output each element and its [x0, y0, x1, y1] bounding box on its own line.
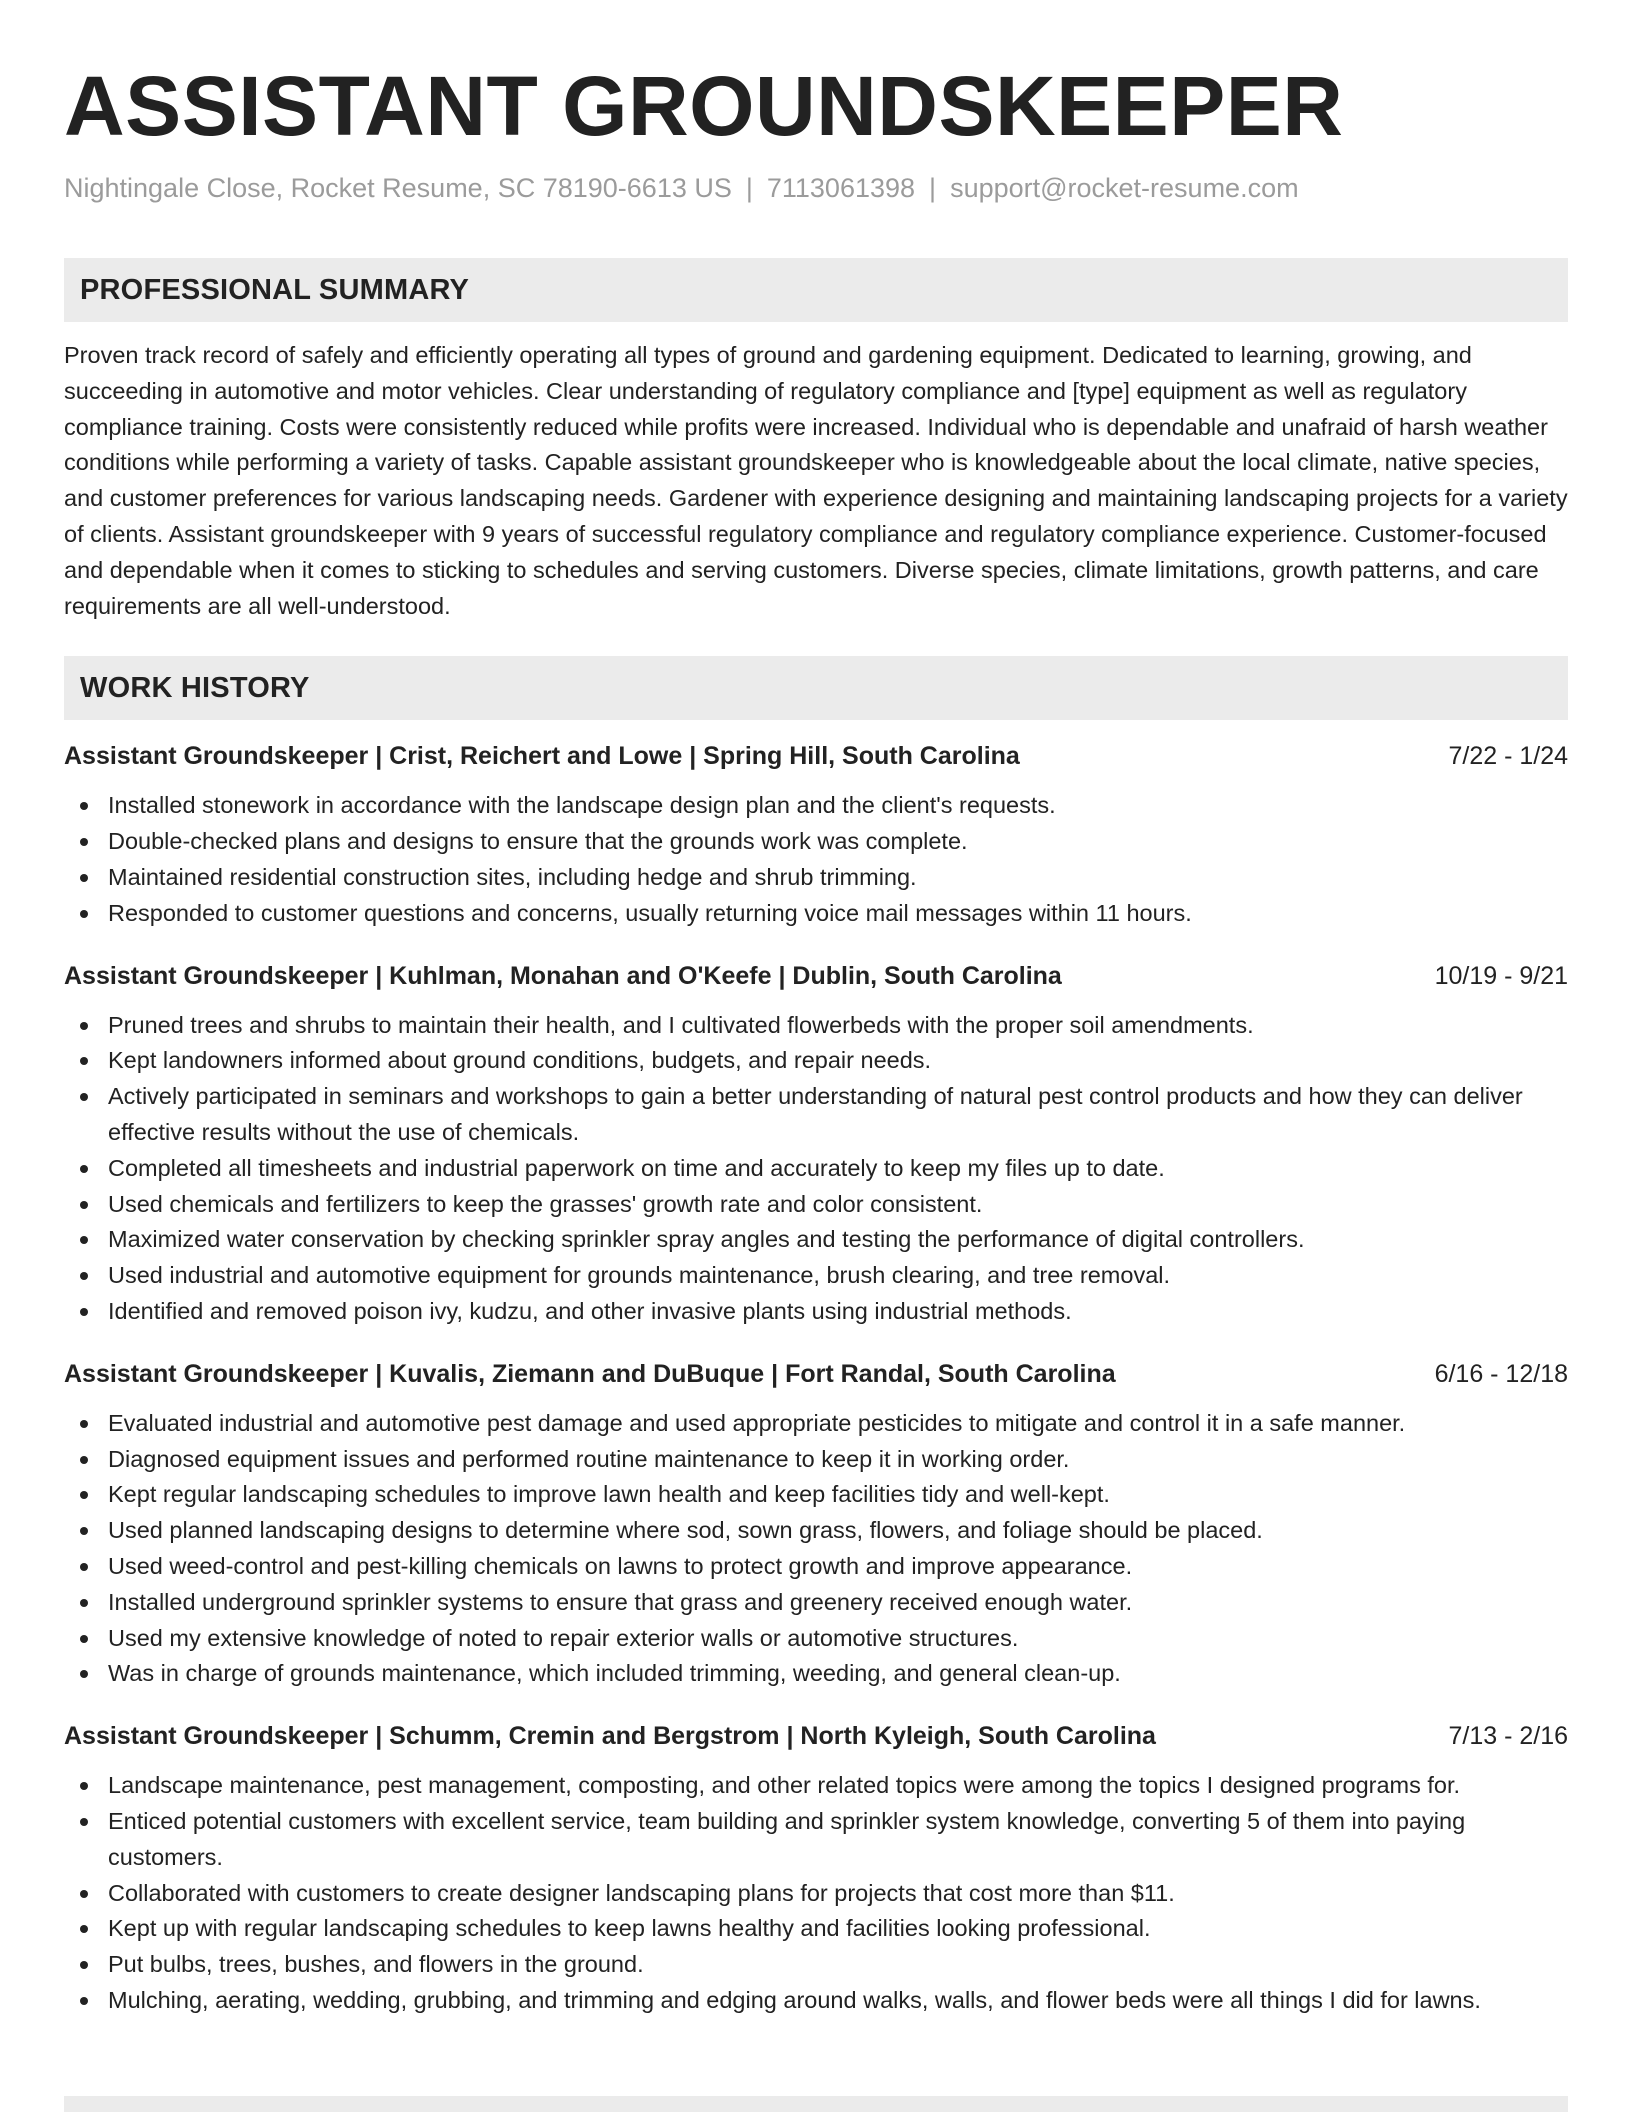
- resume-title: ASSISTANT GROUNDSKEEPER: [64, 59, 1344, 153]
- job-bullet: Installed underground sprinkler systems to ensure that grass and greenery received enough water.: [64, 1585, 1568, 1621]
- contact-separator: |: [745, 173, 753, 203]
- job-bullet: Used my extensive knowledge of noted to repair exterior walls or automotive structures.: [64, 1621, 1568, 1657]
- job-dates: 7/22 - 1/24: [1448, 742, 1568, 771]
- job-heading: Assistant Groundskeeper | Schumm, Cremin and Bergstrom | North Kyleigh, South Carolina: [64, 1722, 1156, 1751]
- work-heading: WORK HISTORY: [80, 671, 310, 704]
- work-section-header: [64, 656, 1568, 720]
- job-bullet: Used weed-control and pest-killing chemicals on lawns to protect growth and improve appearance.: [64, 1549, 1568, 1585]
- job-entry: [64, 958, 1568, 1330]
- job-heading: Assistant Groundskeeper | Crist, Reichert and Lowe | Spring Hill, South Carolina: [64, 742, 1020, 771]
- job-bullet: Actively participated in seminars and workshops to gain a better understanding of natural pest control products and how they can deliver effective results without the use of chemicals.: [64, 1079, 1568, 1151]
- job-header: [64, 1718, 1568, 1754]
- contact-address: Nightingale Close, Rocket Resume, SC 78190-6613 US: [64, 173, 732, 203]
- job-entry: [64, 738, 1568, 931]
- job-dates: 6/16 - 12/18: [1434, 1359, 1568, 1388]
- job-bullet: Identified and removed poison ivy, kudzu, and other invasive plants using industrial methods.: [64, 1294, 1568, 1330]
- contact-line: [64, 170, 1568, 206]
- resume-page: [64, 0, 1568, 2019]
- job-bullet: Kept up with regular landscaping schedules to keep lawns healthy and facilities looking professional.: [64, 1911, 1568, 1947]
- job-header: [64, 1356, 1568, 1392]
- job-bullet: Collaborated with customers to create designer landscaping plans for projects that cost more than $11.: [64, 1876, 1568, 1912]
- job-bullet: Was in charge of grounds maintenance, which included trimming, weeding, and general clean-up.: [64, 1656, 1568, 1692]
- job-bullet: Kept regular landscaping schedules to improve lawn health and keep facilities tidy and well-kept.: [64, 1477, 1568, 1513]
- job-bullets: [64, 1768, 1568, 2019]
- job-bullet: Mulching, aerating, wedding, grubbing, and trimming and edging around walks, walls, and flower beds were all things I did for lawns.: [64, 1983, 1568, 2019]
- job-bullet: Pruned trees and shrubs to maintain their health, and I cultivated flowerbeds with the proper soil amendments.: [64, 1008, 1568, 1044]
- job-bullets: [64, 788, 1568, 931]
- job-bullet: Used industrial and automotive equipment for grounds maintenance, brush clearing, and tree removal.: [64, 1258, 1568, 1294]
- job-header: [64, 958, 1568, 994]
- job-bullet: Landscape maintenance, pest management, composting, and other related topics were among the topics I designed programs for.: [64, 1768, 1568, 1804]
- contact-phone: 7113061398: [766, 173, 916, 203]
- job-bullet: Enticed potential customers with excellent service, team building and sprinkler system knowledge, converting 5 of them into paying customers.: [64, 1804, 1568, 1876]
- contact-separator: |: [929, 173, 937, 203]
- job-entry: [64, 1356, 1568, 1692]
- job-heading: Assistant Groundskeeper | Kuvalis, Ziemann and DuBuque | Fort Randal, South Carolina: [64, 1359, 1116, 1388]
- contact-email: support@rocket-resume.com: [950, 173, 1299, 203]
- summary-section-header: [64, 258, 1568, 322]
- job-bullet: Maintained residential construction sites, including hedge and shrub trimming.: [64, 860, 1568, 896]
- job-entry: [64, 1718, 1568, 2019]
- job-bullet: Responded to customer questions and concerns, usually returning voice mail messages within 11 hours.: [64, 896, 1568, 932]
- job-bullets: [64, 1008, 1568, 1330]
- job-dates: 10/19 - 9/21: [1434, 961, 1568, 990]
- job-bullet: Double-checked plans and designs to ensure that the grounds work was complete.: [64, 824, 1568, 860]
- job-bullet: Put bulbs, trees, bushes, and flowers in the ground.: [64, 1947, 1568, 1983]
- job-bullet: Kept landowners informed about ground conditions, budgets, and repair needs.: [64, 1043, 1568, 1079]
- job-bullet: Evaluated industrial and automotive pest damage and used appropriate pesticides to mitigate and control it in a safe manner.: [64, 1406, 1568, 1442]
- summary-text: Proven track record of safely and efficiently operating all types of ground and gardening equipment. Dedicated to learning, growing, and succeeding in automotive and motor vehicles. Clear understanding of regulatory compliance and [type] equipment as well as regulatory compliance training. Costs were consistently reduced while profits were increased. Individual who is dependable and unafraid of harsh weather conditions while performing a variety of tasks. Capable assistant groundskeeper who is knowledgeable about the local climate, native species, and customer preferences for various landscaping needs. Gardener with experience designing and maintaining landscaping projects for a variety of clients. Assistant groundskeeper with 9 years of successful regulatory compliance and regulatory compliance experience. Customer-focused and dependable when it comes to sticking to schedules and serving customers. Diverse species, climate limitations, growth patterns, and care requirements are all well-understood.: [64, 342, 1568, 619]
- job-header: [64, 738, 1568, 774]
- job-bullet: Completed all timesheets and industrial paperwork on time and accurately to keep my files up to date.: [64, 1151, 1568, 1187]
- job-bullet: Maximized water conservation by checking sprinkler spray angles and testing the performance of digital controllers.: [64, 1222, 1568, 1258]
- job-heading: Assistant Groundskeeper | Kuhlman, Monahan and O'Keefe | Dublin, South Carolina: [64, 961, 1062, 990]
- job-bullet: Used chemicals and fertilizers to keep the grasses' growth rate and color consistent.: [64, 1187, 1568, 1223]
- job-bullet: Used planned landscaping designs to determine where sod, sown grass, flowers, and foliage should be placed.: [64, 1513, 1568, 1549]
- job-dates: 7/13 - 2/16: [1448, 1722, 1568, 1751]
- summary-heading: PROFESSIONAL SUMMARY: [80, 273, 470, 306]
- next-section-header-edge: [64, 2096, 1568, 2112]
- job-bullet: Diagnosed equipment issues and performed routine maintenance to keep it in working order.: [64, 1442, 1568, 1478]
- job-bullet: Installed stonework in accordance with the landscape design plan and the client's requests.: [64, 788, 1568, 824]
- job-bullets: [64, 1406, 1568, 1692]
